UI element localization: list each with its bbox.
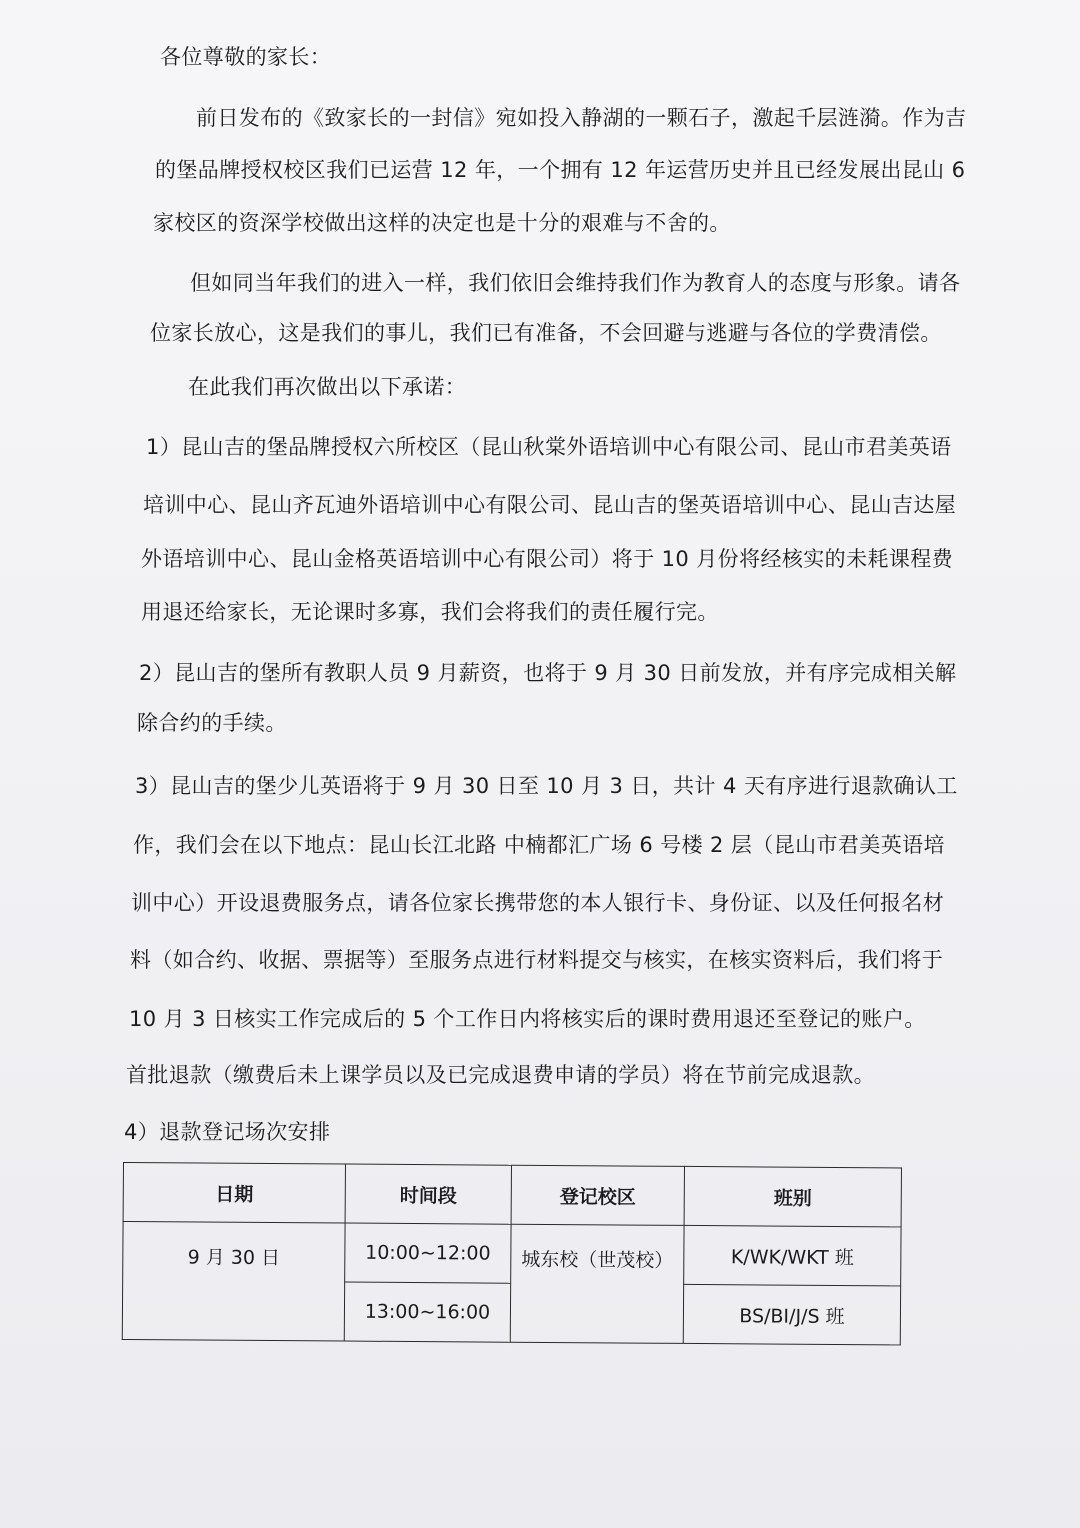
paragraph-1-line-2: 的堡品牌授权校区我们已运营 12 年，一个拥有 12 年运营历史并且已经发展出昆山 6 xyxy=(155,158,966,182)
campus-cell: 城东校（世茂校） xyxy=(510,1224,684,1343)
header-campus: 登记校区 xyxy=(511,1165,684,1225)
item-1-line-3: 外语培训中心、昆山金格英语培训中心有限公司）将于 10 月份将经核实的未耗课程费 xyxy=(141,547,954,571)
item-3-line-5: 10 月 3 日核实工作完成后的 5 个工作日内将核实后的课时费用退还至登记的账户。 xyxy=(129,1007,926,1031)
item-2-line-1: 2）昆山吉的堡所有教职人员 9 月薪资，也将于 9 月 30 日前发放，并有序完成相关解 xyxy=(139,661,957,685)
paragraph-1-line-3: 家校区的资深学校做出这样的决定也是十分的艰难与不舍的。 xyxy=(153,211,731,235)
table-header-row xyxy=(123,1163,901,1227)
date-cell: 9 月 30 日 xyxy=(122,1222,345,1342)
item-3-line-6: 首批退款（缴费后未上课学员以及已完成退费申请的学员）将在节前完成退款。 xyxy=(126,1063,875,1087)
item-1-line-4: 用退还给家长，无论课时多寡，我们会将我们的责任履行完。 xyxy=(141,600,719,624)
item-1-line-1: 1）昆山吉的堡品牌授权六所校区（昆山秋棠外语培训中心有限公司、昆山市君美英语 xyxy=(146,435,952,459)
header-date: 日期 xyxy=(123,1163,345,1224)
item-1-line-2: 培训中心、昆山齐瓦迪外语培训中心有限公司、昆山吉的堡英语培训中心、昆山吉达屋 xyxy=(143,493,957,517)
item-3-line-3: 训中心）开设退费服务点，请各位家长携带您的本人银行卡、身份证、以及任何报名材 xyxy=(131,891,945,915)
header-time: 时间段 xyxy=(345,1164,511,1224)
class-cell: K/WK/WKT 班 xyxy=(684,1225,901,1286)
greeting: 各位尊敬的家长： xyxy=(160,45,332,69)
paragraph-2-line-2: 位家长放心，这是我们的事儿，我们已有准备，不会回避与逃避与各位的学费清偿。 xyxy=(150,321,942,345)
time-cell: 13:00~16:00 xyxy=(344,1282,510,1342)
paragraph-2-line-1: 但如同当年我们的进入一样，我们依旧会维持我们作为教育人的态度与形象。请各 xyxy=(190,271,961,295)
class-cell: BS/BI/J/S 班 xyxy=(683,1284,900,1345)
item-3-line-1: 3）昆山吉的堡少儿英语将于 9 月 30 日至 10 月 3 日，共计 4 天有序进行退款确认工 xyxy=(135,774,958,798)
time-cell: 10:00~12:00 xyxy=(345,1223,511,1283)
item-4-title: 4）退款登记场次安排 xyxy=(124,1120,331,1144)
item-2-line-2: 除合约的手续。 xyxy=(137,711,287,735)
paragraph-1-line-1: 前日发布的《致家长的一封信》宛如投入静湖的一颗石子，激起千层涟漪。作为吉 xyxy=(196,106,967,130)
table-row xyxy=(123,1222,901,1286)
schedule-table xyxy=(122,1162,901,1345)
item-3-line-4: 料（如合约、收据、票据等）至服务点进行材料提交与核实，在核实资料后，我们将于 xyxy=(130,948,944,972)
commitment-intro: 在此我们再次做出以下承诺： xyxy=(188,375,467,399)
header-class: 班别 xyxy=(684,1166,901,1227)
item-3-line-2: 作，我们会在以下地点：昆山长江北路 中楠都汇广场 6 号楼 2 层（昆山市君美英语培 xyxy=(133,833,945,857)
